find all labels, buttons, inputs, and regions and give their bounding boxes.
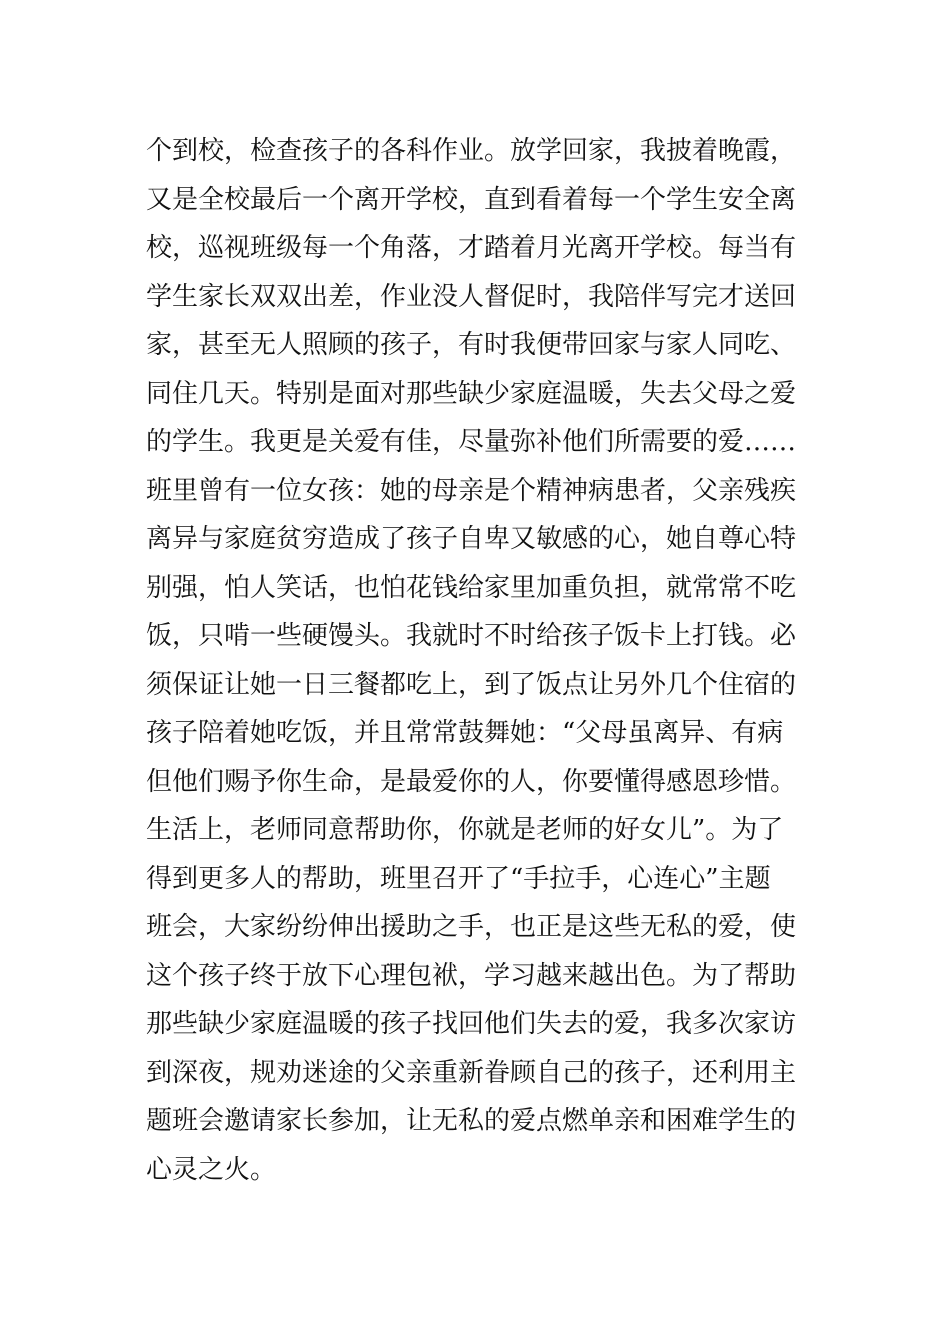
text-line: 那些缺少家庭温暖的孩子找回他们失去的爱，我多次家访	[146, 1009, 797, 1039]
text-line: 得到更多人的帮助，班里召开了“手拉手，心连心”主题	[146, 863, 771, 894]
text-line: 到深夜，规劝迷途的父亲重新眷顾自己的孩子，还利用主	[146, 1057, 797, 1088]
text-line: 离异与家庭贫穷造成了孩子自卑又敏感的心，她自尊心特	[146, 524, 797, 554]
text-line: 须保证让她一日三餐都吃上，到了饭点让另外几个住宿的	[146, 669, 797, 700]
text-line: 班会，大家纷纷伸出援助之手，也正是这些无私的爱，使	[146, 912, 797, 942]
text-line: 同住几天。特别是面对那些缺少家庭温暖，失去父母之爱	[146, 378, 797, 409]
text-line: 家，甚至无人照顾的孩子，有时我便带回家与家人同吃、	[146, 330, 797, 360]
body-paragraph	[146, 127, 826, 1194]
text-line: 题班会邀请家长参加，让无私的爱点燃单亲和困难学生的	[146, 1106, 797, 1136]
text-line: 校，巡视班级每一个角落，才踏着月光离开学校。每当有	[146, 233, 797, 263]
text-line: 的学生。我更是关爱有佳，尽量弥补他们所需要的爱……	[146, 427, 797, 457]
text-line: 又是全校最后一个离开学校，直到看着每一个学生安全离	[146, 184, 797, 215]
text-line: 别强，怕人笑话，也怕花钱给家里加重负担，就常常不吃	[146, 572, 797, 603]
text-line: 心灵之火。	[146, 1154, 277, 1185]
text-line: 孩子陪着她吃饭，并且常常鼓舞她：“父母虽离异、有病	[146, 718, 784, 748]
text-line: 班里曾有一位女孩：她的母亲是个精神病患者，父亲残疾	[146, 475, 797, 506]
text-line: 生活上，老师同意帮助你，你就是老师的好女儿”。为了	[146, 815, 784, 845]
text-line: 饭，只啃一些硬馒头。我就时不时给孩子饭卡上打钱。必	[146, 621, 797, 651]
text-line: 但他们赐予你生命，是最爱你的人，你要懂得感恩珍惜。	[146, 766, 797, 797]
text-line: 这个孩子终于放下心理包袱，学习越来越出色。为了帮助	[146, 960, 797, 991]
text-line: 学生家长双双出差，作业没人督促时，我陪伴写完才送回	[146, 281, 797, 312]
text-line: 个到校，检查孩子的各科作业。放学回家，我披着晚霞，	[146, 136, 797, 166]
